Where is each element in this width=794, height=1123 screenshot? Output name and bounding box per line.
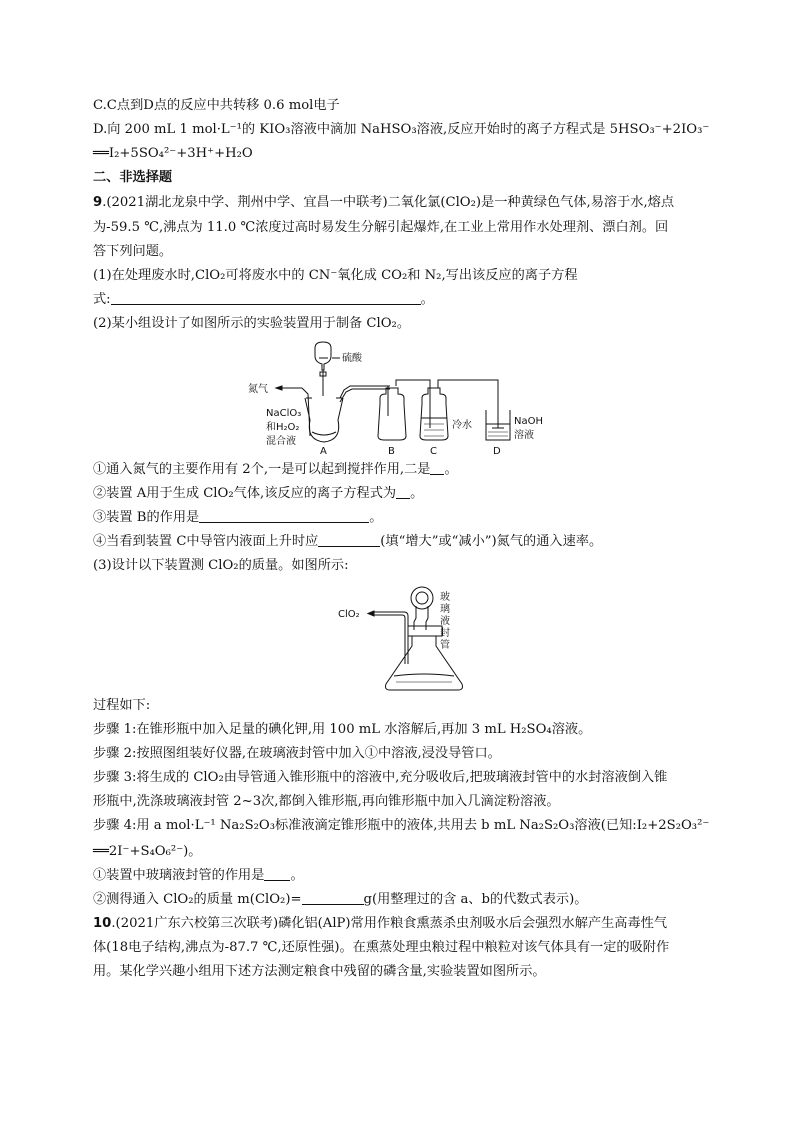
step-2: 步骤 2:按照图组装好仪器,在玻璃液封管中加入①中溶液,浸没导管口。 bbox=[93, 746, 501, 761]
result-2: ②测得通入 ClO₂的质量 m(ClO₂)= g(用整理过的含 a、b的代数式表示)。 bbox=[93, 892, 588, 907]
question-10-line1: 10.(2021广东六校第三次联考)磷化铝(AlP)常用作粮食熏蒸杀虫剂吸水后会强烈水解产生高毒性气 bbox=[93, 916, 668, 931]
question-9-line2: 为-59.5 ℃,沸点为 11.0 ℃浓度过高时易发生分解引起爆炸,在工业上常用作水处理剂、漂白剂。回 bbox=[93, 220, 669, 235]
label-naoh-2: 溶液 bbox=[514, 430, 534, 441]
section-heading: 二、非选择题 bbox=[93, 170, 173, 185]
subquestion-1: ①通入氮气的主要作用有 2个,一是可以起到搅拌作用,二是 。 bbox=[93, 462, 458, 477]
answer-blank bbox=[302, 891, 364, 905]
absorption-figure bbox=[334, 578, 474, 696]
option-d-line2: ══I₂+5SO₄²⁻+3H⁺+H₂O bbox=[93, 146, 253, 161]
apparatus-figure bbox=[240, 336, 560, 460]
answer-blank bbox=[111, 291, 421, 305]
step-3-line2: 形瓶中,洗涤玻璃液封管 2~3次,都倒入锥形瓶,再向锥形瓶中加入几滴淀粉溶液。 bbox=[93, 794, 560, 809]
subquestion-2: ②装置 A用于生成 ClO₂气体,该反应的离子方程式为 。 bbox=[93, 486, 424, 501]
label-tube-1: 玻 bbox=[440, 592, 450, 603]
label-tube-2: 璃 bbox=[440, 604, 450, 615]
question-10-line2: 体(18电子结构,沸点为-87.7 ℃,还原性强)。在熏蒸处理虫粮过程中粮粒对该气体具有一定的吸附作 bbox=[93, 940, 670, 955]
label-acid: 硫酸 bbox=[342, 353, 362, 364]
subquestion-4: ④当看到装置 C中导管内液面上升时应 (填“增大”或“减小”)氮气的通入速率。 bbox=[93, 534, 603, 549]
subquestion-3: ③装置 B的作用是 。 bbox=[93, 510, 383, 525]
label-d: D bbox=[493, 446, 501, 457]
label-a: A bbox=[320, 446, 327, 457]
answer-blank bbox=[199, 509, 369, 523]
answer-blank bbox=[396, 485, 410, 499]
question-number: 10 bbox=[93, 916, 112, 931]
label-tube-5: 管 bbox=[440, 640, 450, 651]
label-mix-3: 混合液 bbox=[266, 436, 296, 447]
step-3-line1: 步骤 3:将生成的 ClO₂由导管通入锥形瓶中的溶液中,充分吸收后,把玻璃液封管中的水封溶液倒入锥 bbox=[93, 770, 668, 785]
label-mix-1: NaClO₃ bbox=[266, 408, 302, 419]
part-2-line: (2)某小组设计了如图所示的实验装置用于制备 ClO₂。 bbox=[93, 316, 411, 331]
label-nitrogen: 氮气 bbox=[248, 384, 268, 395]
label-tube-3: 液 bbox=[440, 616, 450, 627]
step-4-line1: 步骤 4:用 a mol·L⁻¹ Na₂S₂O₃标准液滴定锥形瓶中的液体,共用去 b mL Na₂S₂O₃溶液(已知:I₂+2S₂O₃²⁻ bbox=[93, 818, 710, 833]
step-4-line2: ══2I⁻+S₄O₆²⁻)。 bbox=[93, 844, 202, 859]
answer-blank bbox=[318, 533, 380, 547]
label-naoh-1: NaOH bbox=[514, 416, 543, 427]
step-1: 步骤 1:在锥形瓶中加入足量的碘化钾,用 100 mL 水溶解后,再加 3 mL H₂SO₄溶液。 bbox=[93, 722, 592, 737]
label-clo2: ClO₂ bbox=[338, 609, 360, 620]
part-3-line: (3)设计以下装置测 ClO₂的质量。如图所示: bbox=[93, 558, 349, 573]
question-number: 9 bbox=[93, 195, 103, 210]
result-1: ①装置中玻璃液封管的作用是 。 bbox=[93, 868, 304, 883]
answer-blank bbox=[430, 461, 444, 475]
label-mix-2: 和H₂O₂ bbox=[266, 422, 300, 433]
label-cold-water: 冷水 bbox=[452, 420, 472, 431]
option-d-line1: D.向 200 mL 1 mol·L⁻¹的 KIO₃溶液中滴加 NaHSO₃溶液,反应开始时的离子方程式是 5HSO₃⁻+2IO₃⁻ bbox=[93, 122, 710, 137]
label-tube-4: 封 bbox=[440, 628, 450, 639]
option-c: C.C点到D点的反应中共转移 0.6 mol电子 bbox=[93, 98, 340, 113]
part-1-line2: 式: 。 bbox=[93, 292, 434, 307]
question-9-line3: 答下列问题。 bbox=[93, 244, 173, 259]
answer-blank bbox=[264, 867, 290, 881]
question-9-line1: 9.(2021湖北龙泉中学、荆州中学、宜昌一中联考)二氧化氯(ClO₂)是一种黄绿色气体,易溶于水,熔点 bbox=[93, 195, 675, 210]
label-b: B bbox=[388, 446, 395, 457]
procedure-heading: 过程如下: bbox=[93, 698, 151, 713]
question-10-line3: 用。某化学兴趣小组用下述方法测定粮食中残留的磷含量,实验装置如图所示。 bbox=[93, 964, 546, 979]
label-c: C bbox=[430, 446, 437, 457]
part-1-line1: (1)在处理废水时,ClO₂可将废水中的 CN⁻氧化成 CO₂和 N₂,写出该反应的离子方程 bbox=[93, 268, 578, 283]
